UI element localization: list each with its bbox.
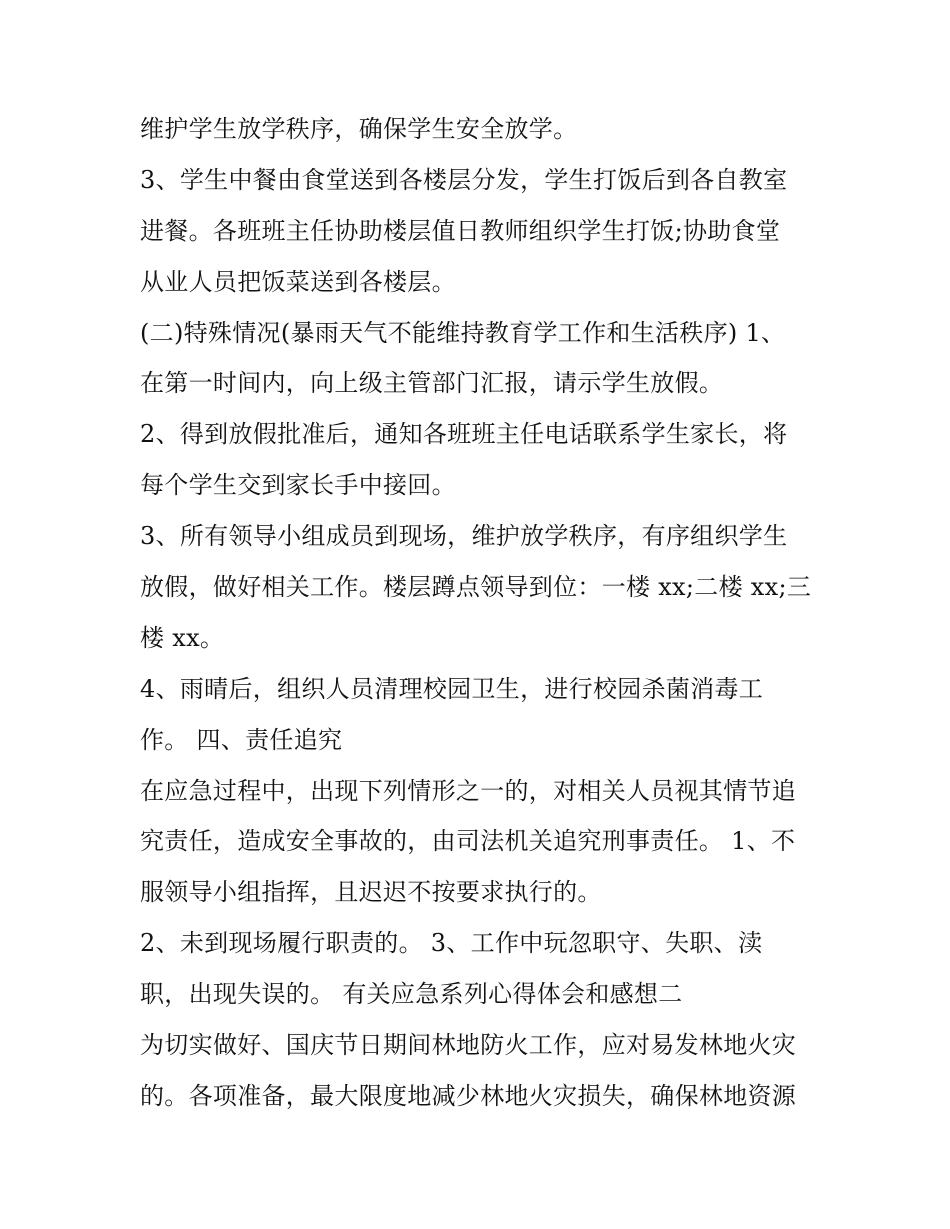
text-line-2: 3、学生中餐由食堂送到各楼层分发，学生打饭后到各自教室 [140,165,788,194]
text-line-10: 放假，做好相关工作。楼层蹲点领导到位：一楼 xx;二楼 xx;三 [140,573,812,602]
text-line-9: 3、所有领导小组成员到现场，维护放学秩序，有序组织学生 [140,522,788,551]
text-line-12: 4、雨晴后，组织人员清理校园卫生，进行校园杀菌消毒工 [140,674,764,703]
text-line-4: 从业人员把饭菜送到各楼层。 [140,267,456,296]
text-line-15: 究责任，造成安全事故的，由司法机关追究刑事责任。 1、不 [140,827,796,856]
body-text [140,104,830,1122]
text-line-14: 在应急过程中，出现下列情形之一的，对相关人员视其情节追 [140,776,797,805]
text-line-16: 服领导小组指挥，且迟迟不按要求执行的。 [140,878,602,907]
text-line-13: 作。 四、责任追究 [140,725,343,754]
text-line-11: 楼 xx。 [140,623,225,652]
text-line-5: (二)特殊情况(暴雨天气不能维持教育学工作和生活秩序) 1、 [140,318,786,347]
text-line-7: 2、得到放假批准后，通知各班班主任电话联系学生家长，将 [140,420,788,449]
text-line-17: 2、未到现场履行职责的。 3、工作中玩忽职守、失职、渎 [140,929,763,958]
text-line-19: 为切实做好、国庆节日期间林地防火工作，应对易发林地火灾 [140,1031,797,1060]
text-line-20: 的。各项准备，最大限度地减少林地火灾损失，确保林地资源 [140,1081,797,1110]
text-line-18: 职，出现失误的。 有关应急系列心得体会和感想二 [140,980,683,1009]
text-line-8: 每个学生交到家长手中接回。 [140,471,456,500]
text-line-3: 进餐。各班班主任协助楼层值日教师组织学生打饭;协助食堂 [140,216,781,245]
text-line-6: 在第一时间内，向上级主管部门汇报，请示学生放假。 [140,369,724,398]
text-line-1: 维护学生放学秩序，确保学生安全放学。 [140,115,578,143]
